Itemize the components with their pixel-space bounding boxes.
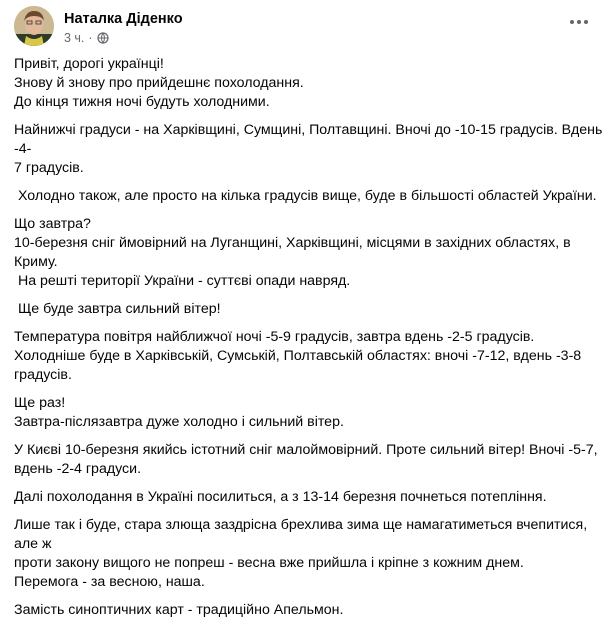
post-paragraph bbox=[14, 55, 604, 112]
post-text-line: 10-березня сніг ймовірний на Луганщині, Харківщині, місцями в західних областях, в Криму. bbox=[14, 235, 575, 270]
post-text-line: Холодніше буде в Харківській, Сумській, Полтавській областях: вночі -7-12, вдень -3-8 bbox=[14, 348, 582, 364]
post-text-line: Замість синоптичних карт - традиційно Апельмон. bbox=[14, 602, 344, 618]
post-text-line: До кінця тижня ночі будуть холодними. bbox=[14, 94, 270, 110]
post-paragraph bbox=[14, 394, 604, 432]
post-paragraph bbox=[14, 488, 604, 507]
post-text-line: Далі похолодання в Україні посилиться, а з 13-14 березня почнеться потепління. bbox=[14, 489, 547, 505]
author-name[interactable]: Наталка Діденко bbox=[64, 11, 183, 27]
meta-separator: · bbox=[88, 31, 93, 45]
post-text-line: Ще раз! bbox=[14, 395, 66, 411]
post-paragraph bbox=[14, 328, 604, 385]
post-text-line: Завтра-післязавтра дуже холодно і сильний вітер. bbox=[14, 414, 344, 430]
post-text-line: градусів. bbox=[14, 367, 72, 383]
post-text-line: проти закону вищого не попреш - весна вже прийшла і кріпне з кожним днем. bbox=[14, 555, 524, 571]
post-text-line: Знову й знову про прийдешнє похолодання. bbox=[14, 75, 304, 91]
post-meta bbox=[64, 31, 109, 45]
post-text-line: вдень -2-4 градуси. bbox=[14, 461, 142, 477]
post-time[interactable]: 3 ч. bbox=[64, 31, 85, 45]
post-text-line: Температура повітря найближчої ночі -5-9 градусів, завтра вдень -2-5 градусів. bbox=[14, 329, 535, 345]
post-paragraph bbox=[14, 516, 604, 592]
post-paragraph bbox=[14, 441, 604, 479]
post-text-line: Холодно також, але просто на кілька градусів вище, буде в більшості областей України. bbox=[14, 188, 597, 204]
post-text-line: На решті території України - суттєві опади навряд. bbox=[14, 273, 351, 289]
post-text-line: Перемога - за весною, наша. bbox=[14, 574, 205, 590]
avatar-photo bbox=[14, 6, 54, 46]
post-text-line: Що завтра? bbox=[14, 216, 91, 232]
post-text-line: Ще буде завтра сильний вітер! bbox=[14, 301, 221, 317]
more-horizontal-icon[interactable] bbox=[565, 12, 593, 32]
post-paragraph bbox=[14, 215, 604, 291]
post-text-line: Привіт, дорогі українці! bbox=[14, 56, 164, 72]
post-text-line: Лише так і буде, стара злюща заздрісна брехлива зима ще намагатиметься вчепитися, але ж bbox=[14, 517, 592, 552]
post-paragraph bbox=[14, 187, 604, 206]
avatar[interactable] bbox=[14, 6, 54, 46]
post-text-line: Найнижчі градуси - на Харківщині, Сумщині, Полтавщині. Вночі до -10-15 градусів. Вдень -4- bbox=[14, 122, 607, 157]
post-text bbox=[14, 55, 607, 629]
post-paragraph bbox=[14, 121, 607, 178]
post-paragraph bbox=[14, 300, 604, 319]
post-paragraph bbox=[14, 601, 604, 620]
post-header bbox=[14, 6, 597, 46]
post-text-line: У Києві 10-березня якийсь істотний сніг малоймовірний. Проте сильний вітер! Вночі -5-7, bbox=[14, 442, 598, 458]
post-text-line: 7 градусів. bbox=[14, 160, 84, 176]
globe-icon[interactable] bbox=[97, 32, 109, 44]
